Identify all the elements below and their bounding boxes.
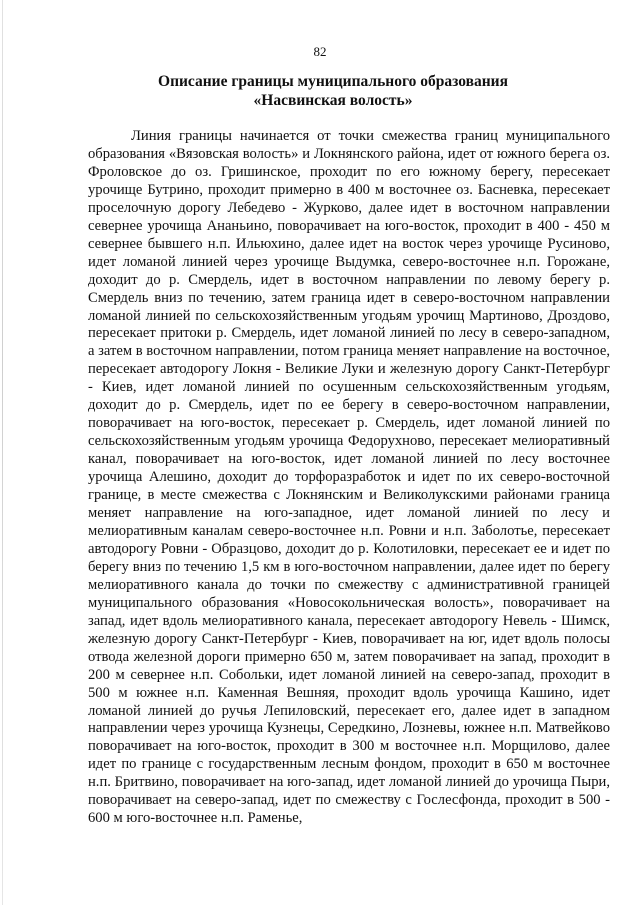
title-line-1: Описание границы муниципального образования bbox=[158, 73, 508, 90]
scan-edge-line bbox=[2, 0, 3, 905]
page-number: 82 bbox=[313, 44, 327, 59]
boundary-description-paragraph: Линия границы начинается от точки смежества границ муниципального образования «Вязовская волость» и Локнянского района, идет от южного берега оз. Фроловское до оз. Гришинское, проходит по его южному берегу, пересекает урочище Бутрино, проходит примерно в 400 м восточнее оз. Басневка, пересекает проселочную дорогу Лебедево - Журково, далее идет в восточном направлении севернее урочища Ананьино, поворачивает на юго-восток, проходит в 400 - 450 м севернее бывшего н.п. Ильюхино, далее идет на восток через урочище Русиново, идет ломаной линией через урочище Выдумка, северо-восточнее н.п. Горожане, доходит до р. Смердель, идет в восточном направлении по левому берегу р. Смердель вниз по течению, затем граница идет в северо-восточном направлении ломаной линией по сельскохозяйственным угодьям урочищ Мартиново, Дроздово, пересекает притоки р. Смердель, идет ломаной линией по лесу в северо-западном, а затем в восточном направлении, потом граница меняет направление на восточное, пересекает автодорогу Локня - Великие Луки и железную дорогу Санкт-Петербург - Киев, идет ломаной линией по осушенным сельскохозяйственным угодьям, доходит до р. Смердель, идет по ее берегу в северо-восточном направлении, поворачивает на юго-восток, пересекает р. Смердель, идет ломаной линией по сельскохозяйственным угодьям урочища Федорухново, пересекает мелиоративный канал, поворачивает на юго-восток, идет ломаной линией по лесу восточнее урочища Алешино, доходит до торфоразработок и идет по их северо-восточной границе, в месте смежества с Локнянским и Великолукскими районами граница меняет направление на юго-западное, идет ломаной линией по лесу и мелиоративным каналам северо-восточнее н.п. Ровни и н.п. Заболотье, пересекает автодорогу Ровни - Образцово, доходит до р. Колотиловки, пересекает ее и идет по берегу вниз по течению 1,5 км в юго-восточном направлении, далее идет по берегу мелиоративного канала до точки по смежеству с административной границей муниципального образования «Новосокольническая волость», поворачивает на запад, идет вдоль мелиоративного канала, пересекает автодорогу Невель - Шимск, железную дорогу Санкт-Петербург - Киев, поворачивает на юг, идет вдоль полосы отвода железной дороги примерно 650 м, затем поворачивает на запад, проходит в 200 м севернее н.п. Собольки, идет ломаной линией на северо-запад, проходит в 500 м южнее н.п. Каменная Вешняя, проходит вдоль урочища Кашино, идет ломаной линией до ручья Лепиловский, пересекает его, далее идет в западном направлении через урочища Кузнецы, Середкино, Лозневы, южнее н.п. Матвейково поворачивает на юго-восток, проходит в 300 м восточнее н.п. Морщилово, далее идет по границе с государственным лесным фондом, проходит в 650 м восточнее н.п. Бритвино, поворачивает на юго-запад, идет ломаной линией до урочища Пыри, поворачивает на северо-запад, идет по смежеству с Гослесфонда, проходит в 500 - 600 м юго-восточнее н.п. Раменье, bbox=[88, 128, 610, 827]
document-title bbox=[90, 72, 576, 110]
title-line-2: «Насвинская волость» bbox=[253, 92, 413, 109]
